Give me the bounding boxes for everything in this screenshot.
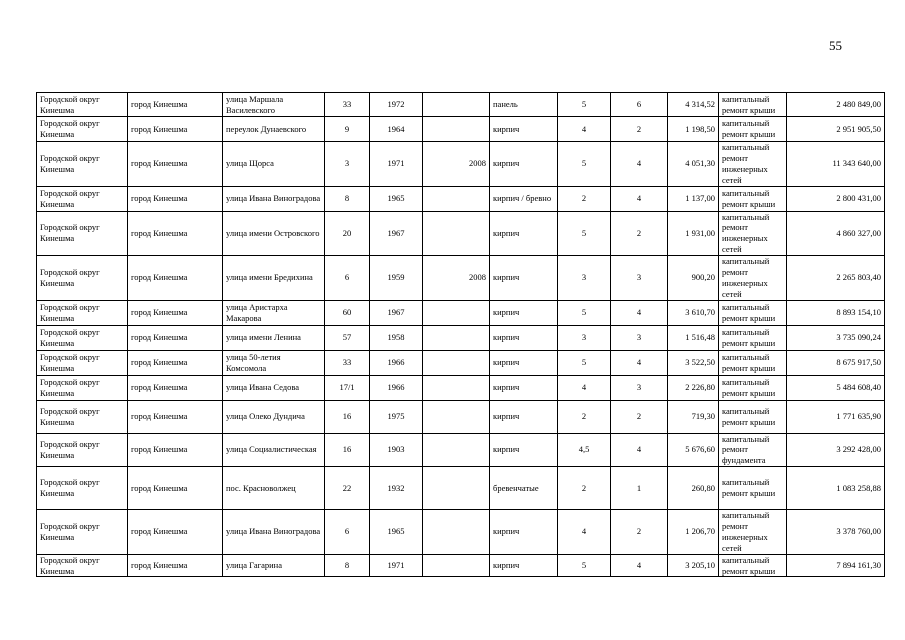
cell-settlement: город Кинешма (128, 554, 223, 577)
cell-material: кирпич (490, 256, 558, 301)
cell-work: капитальный ремонт инженерных сетей (719, 211, 787, 256)
cell-year-repair (423, 433, 490, 467)
cell-entrances: 4 (611, 433, 668, 467)
cell-house: 33 (325, 350, 370, 375)
cell-house: 6 (325, 256, 370, 301)
cell-year-built: 1932 (370, 467, 423, 510)
cell-year-repair (423, 93, 490, 117)
cell-year-built: 1971 (370, 142, 423, 187)
cell-house: 8 (325, 186, 370, 211)
cell-year-repair (423, 350, 490, 375)
cell-municipality: Городской округ Кинешма (37, 467, 128, 510)
cell-house: 33 (325, 93, 370, 117)
cell-cost: 4 860 327,00 (787, 211, 885, 256)
cell-year-built: 1967 (370, 300, 423, 325)
cell-work: капитальный ремонт крыши (719, 400, 787, 433)
cell-year-repair (423, 300, 490, 325)
cell-cost: 8 675 917,50 (787, 350, 885, 375)
cell-floors: 2 (558, 186, 611, 211)
cell-entrances: 3 (611, 375, 668, 400)
cell-cost: 2 265 803,40 (787, 256, 885, 301)
cell-house: 57 (325, 325, 370, 350)
cell-year-built: 1958 (370, 325, 423, 350)
cell-material: кирпич (490, 433, 558, 467)
cell-house: 6 (325, 510, 370, 555)
cell-house: 8 (325, 554, 370, 577)
cell-municipality: Городской округ Кинешма (37, 554, 128, 577)
cell-entrances: 4 (611, 142, 668, 187)
cell-area: 4 314,52 (668, 93, 719, 117)
table-row (37, 117, 885, 142)
cell-year-repair: 2008 (423, 256, 490, 301)
cell-entrances: 4 (611, 186, 668, 211)
table-row (37, 142, 885, 187)
cell-work: капитальный ремонт инженерных сетей (719, 510, 787, 555)
cell-year-built: 1965 (370, 186, 423, 211)
cell-settlement: город Кинешма (128, 350, 223, 375)
cell-work: капитальный ремонт фундамента (719, 433, 787, 467)
table-row (37, 554, 885, 577)
cell-year-repair (423, 375, 490, 400)
cell-house: 9 (325, 117, 370, 142)
cell-work: капитальный ремонт крыши (719, 325, 787, 350)
cell-address: улица Гагарина (223, 554, 325, 577)
cell-settlement: город Кинешма (128, 375, 223, 400)
cell-year-built: 1966 (370, 350, 423, 375)
cell-year-built: 1965 (370, 510, 423, 555)
cell-settlement: город Кинешма (128, 256, 223, 301)
cell-floors: 5 (558, 300, 611, 325)
cell-cost: 1 771 635,90 (787, 400, 885, 433)
cell-material: кирпич (490, 375, 558, 400)
cell-floors: 3 (558, 256, 611, 301)
cell-entrances: 4 (611, 350, 668, 375)
cell-year-repair (423, 186, 490, 211)
cell-cost: 11 343 640,00 (787, 142, 885, 187)
cell-entrances: 1 (611, 467, 668, 510)
cell-work: капитальный ремонт крыши (719, 375, 787, 400)
cell-address: переулок Дунаевского (223, 117, 325, 142)
cell-material: кирпич (490, 142, 558, 187)
cell-municipality: Городской округ Кинешма (37, 256, 128, 301)
cell-work: капитальный ремонт инженерных сетей (719, 256, 787, 301)
cell-settlement: город Кинешма (128, 325, 223, 350)
cell-area: 1 198,50 (668, 117, 719, 142)
cell-year-repair (423, 325, 490, 350)
cell-area: 1 137,00 (668, 186, 719, 211)
cell-municipality: Городской округ Кинешма (37, 186, 128, 211)
cell-settlement: город Кинешма (128, 142, 223, 187)
table-row (37, 400, 885, 433)
cell-entrances: 3 (611, 325, 668, 350)
cell-cost: 3 292 428,00 (787, 433, 885, 467)
cell-cost: 7 894 161,30 (787, 554, 885, 577)
cell-floors: 5 (558, 350, 611, 375)
cell-cost: 2 800 431,00 (787, 186, 885, 211)
cell-material: кирпич (490, 554, 558, 577)
cell-entrances: 2 (611, 510, 668, 555)
cell-municipality: Городской округ Кинешма (37, 400, 128, 433)
table-row (37, 375, 885, 400)
cell-floors: 4 (558, 375, 611, 400)
cell-entrances: 2 (611, 400, 668, 433)
cell-area: 1 206,70 (668, 510, 719, 555)
cell-area: 2 226,80 (668, 375, 719, 400)
cell-settlement: город Кинешма (128, 186, 223, 211)
table-row (37, 93, 885, 117)
cell-material: кирпич (490, 400, 558, 433)
cell-municipality: Городской округ Кинешма (37, 211, 128, 256)
table-row (37, 325, 885, 350)
cell-year-built: 1959 (370, 256, 423, 301)
cell-address: улица Ивана Седова (223, 375, 325, 400)
cell-municipality: Городской округ Кинешма (37, 300, 128, 325)
cell-area: 900,20 (668, 256, 719, 301)
cell-house: 20 (325, 211, 370, 256)
cell-year-repair (423, 400, 490, 433)
table-row (37, 467, 885, 510)
cell-material: бревенчатые (490, 467, 558, 510)
cell-address: улица Аристарха Макарова (223, 300, 325, 325)
cell-work: капитальный ремонт крыши (719, 300, 787, 325)
cell-cost: 2 951 905,50 (787, 117, 885, 142)
cell-address: улица 50-летия Комсомола (223, 350, 325, 375)
cell-year-built: 1964 (370, 117, 423, 142)
table-row (37, 350, 885, 375)
cell-municipality: Городской округ Кинешма (37, 142, 128, 187)
cell-work: капитальный ремонт крыши (719, 554, 787, 577)
cell-cost: 1 083 258,88 (787, 467, 885, 510)
cell-material: панель (490, 93, 558, 117)
cell-settlement: город Кинешма (128, 400, 223, 433)
cell-address: улица имени Ленина (223, 325, 325, 350)
table-row (37, 211, 885, 256)
cell-entrances: 2 (611, 211, 668, 256)
cell-work: капитальный ремонт крыши (719, 467, 787, 510)
cell-year-repair (423, 211, 490, 256)
cell-address: улица Щорса (223, 142, 325, 187)
table-row (37, 186, 885, 211)
cell-entrances: 4 (611, 554, 668, 577)
cell-area: 3 205,10 (668, 554, 719, 577)
cell-cost: 3 735 090,24 (787, 325, 885, 350)
cell-material: кирпич (490, 211, 558, 256)
table-body (37, 93, 885, 577)
cell-material: кирпич (490, 117, 558, 142)
cell-address: пос. Красноволжец (223, 467, 325, 510)
table-row (37, 510, 885, 555)
cell-area: 3 522,50 (668, 350, 719, 375)
cell-entrances: 3 (611, 256, 668, 301)
cell-floors: 5 (558, 554, 611, 577)
cell-year-built: 1971 (370, 554, 423, 577)
cell-address: улица имени Островского (223, 211, 325, 256)
cell-area: 5 676,60 (668, 433, 719, 467)
cell-cost: 8 893 154,10 (787, 300, 885, 325)
cell-year-built: 1967 (370, 211, 423, 256)
cell-floors: 5 (558, 142, 611, 187)
cell-cost: 2 480 849,00 (787, 93, 885, 117)
cell-floors: 3 (558, 325, 611, 350)
cell-work: капитальный ремонт инженерных сетей (719, 142, 787, 187)
table-row (37, 300, 885, 325)
cell-work: капитальный ремонт крыши (719, 350, 787, 375)
cell-year-built: 1966 (370, 375, 423, 400)
cell-house: 17/1 (325, 375, 370, 400)
cell-address: улица Ивана Виноградова (223, 186, 325, 211)
cell-floors: 2 (558, 467, 611, 510)
cell-address: улица Маршала Василевского (223, 93, 325, 117)
cell-settlement: город Кинешма (128, 433, 223, 467)
cell-municipality: Городской округ Кинешма (37, 117, 128, 142)
cell-year-built: 1903 (370, 433, 423, 467)
cell-settlement: город Кинешма (128, 93, 223, 117)
cell-municipality: Городской округ Кинешма (37, 375, 128, 400)
table-row (37, 433, 885, 467)
page-number: 55 (829, 38, 842, 53)
cell-municipality: Городской округ Кинешма (37, 350, 128, 375)
cell-material: кирпич (490, 325, 558, 350)
cell-area: 3 610,70 (668, 300, 719, 325)
cell-cost: 3 378 760,00 (787, 510, 885, 555)
cell-settlement: город Кинешма (128, 467, 223, 510)
cell-house: 3 (325, 142, 370, 187)
cell-work: капитальный ремонт крыши (719, 186, 787, 211)
cell-cost: 5 484 608,40 (787, 375, 885, 400)
cell-work: капитальный ремонт крыши (719, 93, 787, 117)
cell-settlement: город Кинешма (128, 211, 223, 256)
cell-municipality: Городской округ Кинешма (37, 93, 128, 117)
cell-floors: 2 (558, 400, 611, 433)
cell-area: 260,80 (668, 467, 719, 510)
cell-floors: 5 (558, 93, 611, 117)
cell-entrances: 2 (611, 117, 668, 142)
cell-house: 60 (325, 300, 370, 325)
cell-material: кирпич (490, 510, 558, 555)
cell-settlement: город Кинешма (128, 117, 223, 142)
table-row (37, 256, 885, 301)
cell-floors: 4 (558, 117, 611, 142)
cell-material: кирпич (490, 350, 558, 375)
cell-year-repair: 2008 (423, 142, 490, 187)
cell-area: 4 051,30 (668, 142, 719, 187)
cell-area: 1 931,00 (668, 211, 719, 256)
cell-house: 16 (325, 433, 370, 467)
cell-address: улица Ивана Виноградова (223, 510, 325, 555)
cell-house: 16 (325, 400, 370, 433)
cell-entrances: 4 (611, 300, 668, 325)
cell-municipality: Городской округ Кинешма (37, 510, 128, 555)
cell-material: кирпич (490, 300, 558, 325)
cell-municipality: Городской округ Кинешма (37, 433, 128, 467)
cell-address: улица Социалистическая (223, 433, 325, 467)
cell-area: 719,30 (668, 400, 719, 433)
cell-year-built: 1972 (370, 93, 423, 117)
cell-year-repair (423, 510, 490, 555)
cell-work: капитальный ремонт крыши (719, 117, 787, 142)
cell-year-repair (423, 554, 490, 577)
housing-repair-table (36, 92, 885, 577)
cell-year-repair (423, 467, 490, 510)
cell-entrances: 6 (611, 93, 668, 117)
cell-floors: 4 (558, 510, 611, 555)
cell-year-repair (423, 117, 490, 142)
cell-municipality: Городской округ Кинешма (37, 325, 128, 350)
cell-settlement: город Кинешма (128, 510, 223, 555)
cell-floors: 4,5 (558, 433, 611, 467)
cell-material: кирпич / бревно (490, 186, 558, 211)
cell-address: улица Олеко Дундича (223, 400, 325, 433)
cell-settlement: город Кинешма (128, 300, 223, 325)
cell-address: улица имени Бредихина (223, 256, 325, 301)
cell-house: 22 (325, 467, 370, 510)
cell-area: 1 516,48 (668, 325, 719, 350)
cell-year-built: 1975 (370, 400, 423, 433)
cell-floors: 5 (558, 211, 611, 256)
